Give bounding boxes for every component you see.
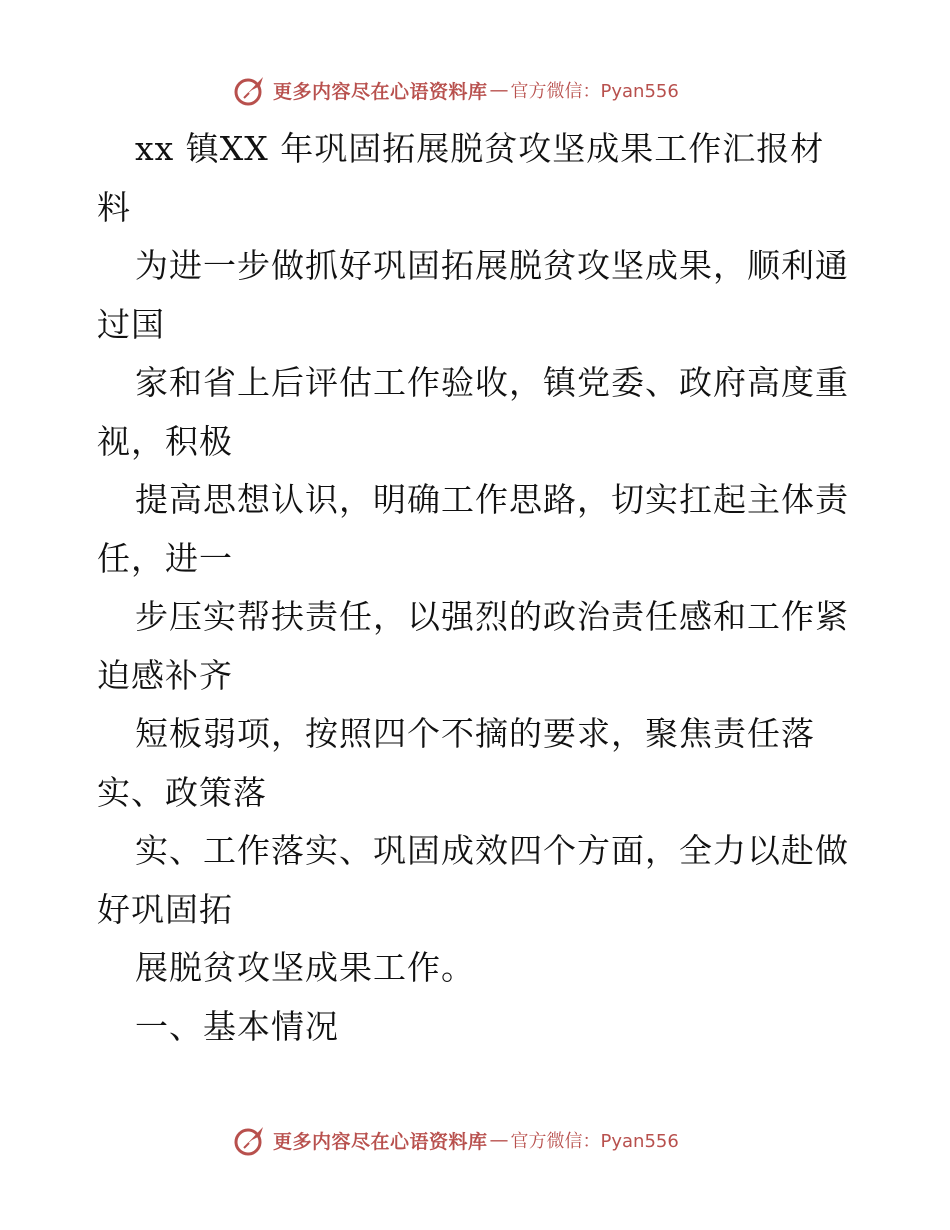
doc-line: 家和省上后评估工作验收，镇党委、政府高度重 xyxy=(135,363,849,402)
doc-line: 为进一步做抓好巩固拓展脱贫攻坚成果，顺利通 xyxy=(135,246,849,285)
doc-line: xx 镇XX 年巩固拓展脱贫攻坚成果工作汇报材 xyxy=(135,129,825,168)
watermark-separator: — xyxy=(489,1129,509,1151)
watermark-banner-bottom xyxy=(233,1120,679,1160)
document-body xyxy=(97,120,857,1056)
watermark-banner-top xyxy=(233,70,679,110)
doc-line: 短板弱项，按照四个不摘的要求，聚焦责任落 xyxy=(135,714,815,753)
watermark-site-text: 更多内容尽在心语资料库 xyxy=(273,1130,488,1153)
watermark-wechat-text: 官方微信：Pyan556 xyxy=(510,1131,679,1152)
doc-line: 实、工作落实、巩固成效四个方面，全力以赴做 xyxy=(135,831,849,870)
watermark-wechat-text: 官方微信：Pyan556 xyxy=(510,81,679,102)
doc-line: 实、政策落 xyxy=(97,772,267,812)
doc-line: 料 xyxy=(97,187,131,227)
doc-line: 好巩固拓 xyxy=(97,889,233,929)
doc-line: 过国 xyxy=(97,304,165,344)
doc-line: 迫感补齐 xyxy=(97,655,233,695)
section-heading: 一、基本情况 xyxy=(135,1006,339,1046)
doc-line: 任，进一 xyxy=(97,538,233,578)
quill-logo-icon xyxy=(233,1123,267,1157)
doc-line: 视，积极 xyxy=(97,421,233,461)
watermark-separator: — xyxy=(489,79,509,101)
doc-line: 提高思想认识，明确工作思路，切实扛起主体责 xyxy=(135,480,849,519)
quill-logo-icon xyxy=(233,73,267,107)
watermark-site-text: 更多内容尽在心语资料库 xyxy=(273,80,488,103)
doc-line: 展脱贫攻坚成果工作。 xyxy=(135,948,475,987)
doc-line: 步压实帮扶责任，以强烈的政治责任感和工作紧 xyxy=(135,597,849,636)
